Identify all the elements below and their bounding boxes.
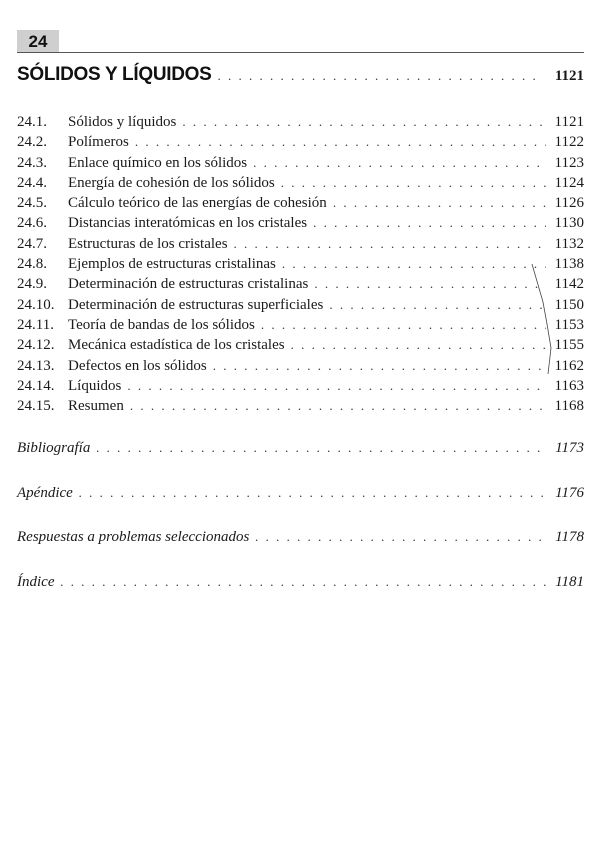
toc-section-row [17, 335, 584, 355]
dot-leader [329, 295, 546, 315]
toc-section-row [17, 173, 584, 193]
toc-section-row [17, 295, 584, 315]
section-number: 24.2. [17, 134, 47, 151]
dot-leader [261, 315, 546, 335]
section-page-number: 1121 [554, 114, 584, 130]
dot-leader [213, 356, 546, 376]
dot-leader [281, 173, 546, 193]
section-title: Mecánica estadística de los cristales [68, 337, 285, 354]
dot-leader [255, 527, 546, 547]
back-matter-title: Respuestas a problemas seleccionados [17, 529, 250, 545]
chapter-title: SÓLIDOS Y LÍQUIDOS [17, 64, 212, 85]
toc-section-row [17, 356, 584, 376]
section-page-number: 1142 [554, 276, 584, 293]
back-matter-page-number: 1176 [555, 484, 584, 501]
section-page-number: 1130 [554, 215, 584, 232]
toc-section-row [17, 132, 584, 152]
toc-back-matter-row [17, 572, 584, 617]
toc-back-matter-row [17, 438, 584, 483]
dot-leader [60, 572, 546, 592]
dot-leader [314, 274, 546, 294]
section-title: Defectos en los sólidos [68, 357, 207, 374]
section-page-number: 1168 [554, 398, 584, 415]
section-number: 24.15. [17, 398, 55, 415]
toc-section-row [17, 153, 584, 173]
toc-section-row [17, 315, 584, 335]
section-page-number: 1123 [554, 154, 584, 171]
back-matter-title: Apéndice [17, 484, 73, 501]
section-number: 24.6. [17, 215, 47, 232]
toc-section-row [17, 234, 584, 254]
back-matter-page-number: 1181 [555, 573, 584, 590]
section-title: Teoría de bandas de los sólidos [68, 316, 255, 333]
dot-leader [282, 254, 546, 274]
toc-section-row [17, 254, 584, 274]
section-title: Distancias interatómicas en los cristales [68, 215, 308, 232]
back-matter-title: Bibliografía [17, 440, 91, 456]
section-number: 24.3. [17, 154, 47, 171]
section-number: 24.12. [17, 337, 55, 354]
section-page-number: 1150 [554, 296, 584, 313]
dot-leader [182, 112, 546, 132]
dot-leader [127, 376, 546, 396]
section-title: Energía de cohesión de los sólidos [68, 174, 275, 191]
section-title: Enlace químico en los sólidos [68, 154, 248, 171]
dot-leader [333, 193, 546, 213]
toc-back-matter-row [17, 527, 584, 572]
section-page-number: 1163 [554, 377, 584, 394]
section-number: 24.7. [17, 235, 47, 252]
section-title: Cálculo teórico de las energías de cohesión [68, 195, 327, 212]
section-page-number: 1138 [554, 256, 584, 273]
section-number: 24.8. [17, 256, 47, 273]
section-title: Líquidos [68, 377, 122, 394]
section-number: 24.13. [17, 357, 55, 374]
back-matter-title: Índice [17, 573, 55, 590]
section-title: Determinación de estructuras cristalinas [68, 276, 309, 293]
toc-section-row [17, 112, 584, 132]
toc-back-matter-row [17, 483, 584, 528]
section-number: 24.14. [17, 377, 55, 394]
toc-section-row [17, 193, 584, 213]
dot-leader [135, 132, 546, 152]
section-title: Estructuras de los cristales [68, 235, 228, 252]
dot-leader [313, 213, 546, 233]
section-page-number: 1153 [554, 316, 584, 333]
back-matter-list [17, 438, 584, 616]
dot-leader [291, 335, 546, 355]
section-number: 24.5. [17, 195, 47, 212]
section-title: Polímeros [68, 134, 129, 151]
dot-leader [253, 153, 546, 173]
section-title: Determinación de estructuras superficiales [68, 296, 324, 313]
dot-leader [96, 438, 546, 458]
dot-leader [130, 396, 546, 416]
dot-leader [234, 234, 546, 254]
toc-section-row [17, 376, 584, 396]
section-page-number: 1162 [554, 357, 584, 374]
dot-leader [79, 483, 546, 503]
section-number: 24.1. [17, 114, 47, 130]
section-number: 24.9. [17, 276, 47, 293]
section-page-number: 1132 [554, 235, 584, 252]
back-matter-page-number: 1178 [555, 529, 584, 545]
chapter-number-badge: 24 [17, 30, 59, 53]
section-number: 24.4. [17, 174, 47, 191]
chapter-title-row [17, 64, 584, 90]
back-matter-page-number: 1173 [555, 440, 584, 456]
section-title: Resumen [68, 398, 124, 415]
section-number: 24.11. [17, 316, 54, 333]
section-page-number: 1126 [554, 195, 584, 212]
dot-leader [218, 68, 543, 84]
chapter-page-number: 1121 [554, 68, 584, 84]
section-list [17, 112, 584, 416]
section-number: 24.10. [17, 296, 55, 313]
section-page-number: 1124 [554, 174, 584, 191]
toc-section-row [17, 396, 584, 416]
toc-section-row [17, 213, 584, 233]
header-rule [17, 52, 584, 53]
toc-section-row [17, 274, 584, 294]
section-title: Ejemplos de estructuras cristalinas [68, 256, 276, 273]
section-title: Sólidos y líquidos [68, 114, 177, 130]
section-page-number: 1122 [554, 134, 584, 151]
section-page-number: 1155 [554, 337, 584, 354]
